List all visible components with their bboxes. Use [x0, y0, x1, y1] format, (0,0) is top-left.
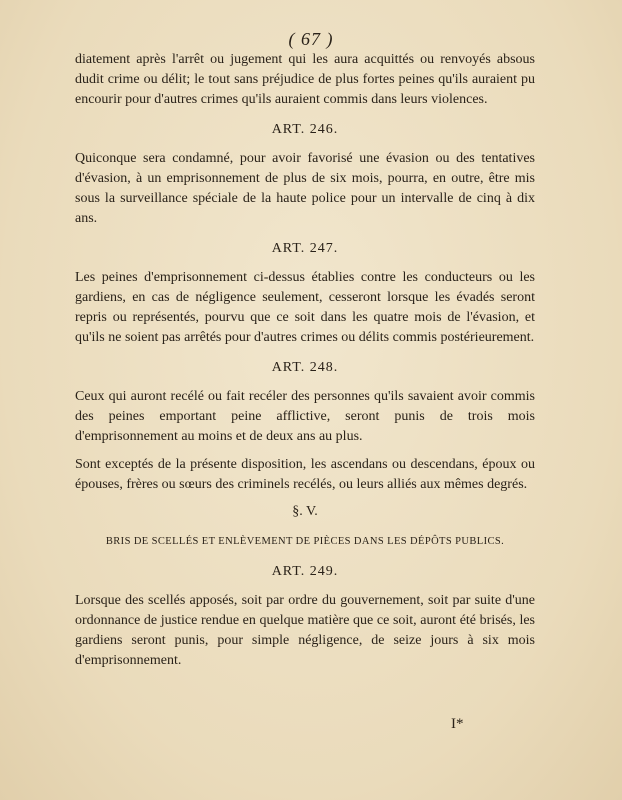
article-246-text: Quiconque sera condamné, pour avoir favorisé une évasion ou des tentatives d'évasion, à un emprisonnement de plus de six mois, pourra, en outre, être mis sous la surveillance spéciale de la haute police pour un intervalle de cinq à dix ans.: [75, 151, 535, 226]
section-title: BRIS DE SCELLÉS ET ENLÈVEMENT DE PIÈCES DANS LES DÉPÔTS PUBLICS.: [105, 536, 505, 547]
article-247-heading: ART. 247.: [271, 241, 339, 256]
article-246-heading: ART. 246.: [271, 122, 339, 137]
page-content: [75, 50, 535, 671]
article-248-text-1: Ceux qui auront recélé ou fait recéler des personnes qu'ils savaient avoir commis des peines emportant peine afflictive, seront punis de trois mois d'emprisonnement au moins et de deux ans au plus.: [75, 389, 535, 444]
article-248-heading: ART. 248.: [271, 360, 339, 375]
signature-mark: I*: [451, 716, 464, 732]
page-number: ( 67 ): [288, 29, 334, 49]
article-248-text-2: Sont exceptés de la présente disposition, les ascendans ou descendans, époux ou épouses, frères ou sœurs des criminels recélés, ou leurs alliés aux mêmes degrés.: [75, 457, 535, 492]
article-249-text: Lorsque des scellés apposés, soit par ordre du gouvernement, soit par suite d'une ordonnance de justice rendue en quelque matière que ce soit, auront été brisés, les gardiens seront punis, pour simple négligence, de seize jours à six mois d'emprisonnement.: [75, 593, 535, 668]
paragraph-continuation: diatement après l'arrêt ou jugement qui les aura acquittés ou renvoyés absous dudit crime ou délit; le tout sans préjudice de plus fortes peines qu'ils auraient pu encourir pour d'autres crimes qu'ils auraient commis dans leurs violences.: [75, 52, 535, 107]
article-247-text: Les peines d'emprisonnement ci-dessus établies contre les conducteurs ou les gardiens, en cas de négligence seulement, cesseront lorsque les évadés seront repris ou représentés, pourvu que ce soit dans les quatre mois de l'évasion, et qu'ils ne soient pas arrêtés pour d'autres crimes ou délits commis postérieurement.: [75, 270, 535, 345]
section-mark: §. V.: [292, 504, 318, 519]
article-249-heading: ART. 249.: [271, 564, 339, 579]
